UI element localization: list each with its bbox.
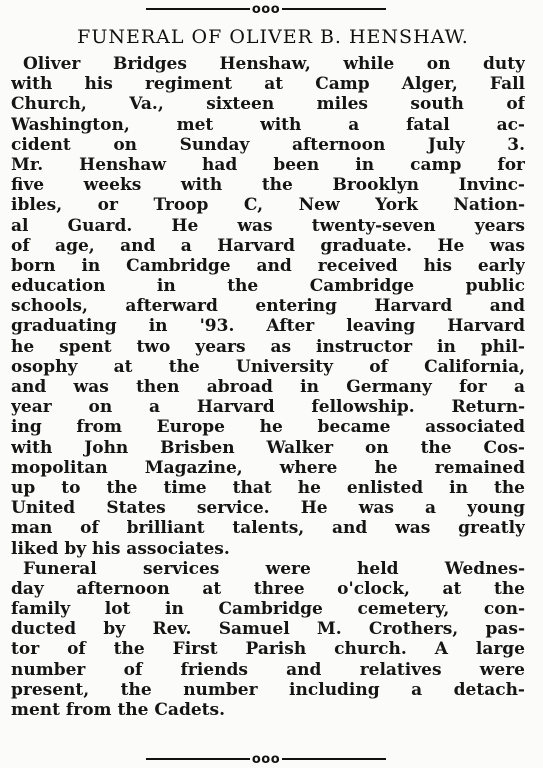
text-line: with his regiment at Camp Alger, Fall: [11, 74, 525, 95]
text-line: ibles, or Troop C, New York Nation-: [11, 195, 525, 216]
text-line: of age, and a Harvard graduate. He was: [11, 235, 525, 256]
text-line: he spent two years as instructor in phil-: [11, 336, 525, 357]
text-line: present, the number including a detach-: [11, 679, 525, 700]
text-line: ment from the Cadets.: [11, 700, 225, 720]
text-line: born in Cambridge and received his early: [11, 255, 525, 276]
text-line: Mr. Henshaw had been in camp for: [11, 154, 525, 175]
text-line: schools, afterward entering Harvard and: [11, 296, 525, 317]
text-line: ducted by Rev. Samuel M. Crothers, pas-: [11, 619, 525, 640]
text-line: with John Brisben Walker on the Cos-: [11, 437, 525, 458]
separator-mark: ooo: [251, 751, 281, 767]
text-line: ing from Europe he became associated: [11, 417, 525, 438]
text-line: up to the time that he enlisted in the: [11, 477, 525, 498]
text-line: Church, Va., sixteen miles south of: [11, 94, 525, 115]
article-body: [11, 54, 525, 720]
text-line: man of brilliant talents, and was greatly: [11, 518, 525, 539]
text-line: education in the Cambridge public: [11, 276, 525, 297]
separator-line: [282, 758, 386, 760]
separator-line: [146, 758, 250, 760]
text-line: Washington, met with a fatal ac-: [11, 114, 525, 135]
text-line: graduating in '93. After leaving Harvard: [11, 316, 525, 337]
separator-mark: ooo: [251, 1, 281, 17]
text-line: osophy at the University of California,: [11, 356, 525, 377]
text-line: number of friends and relatives were: [11, 659, 525, 680]
text-line: tor of the First Parish church. A large: [11, 639, 525, 660]
text-line: Funeral services were held Wednes-: [23, 558, 525, 579]
text-line: day afternoon at three o'clock, at the: [11, 578, 525, 599]
text-line: family lot in Cambridge cemetery, con-: [11, 599, 525, 620]
text-line: United States service. He was a young: [11, 498, 525, 519]
text-line: and was then abroad in Germany for a: [11, 377, 525, 397]
bottom-separator: [146, 752, 386, 766]
text-line: liked by his associates.: [11, 538, 230, 559]
text-line: mopolitan Magazine, where he remained: [11, 457, 525, 478]
separator-line: [146, 8, 250, 10]
text-line: year on a Harvard fellowship. Return-: [11, 397, 525, 418]
text-line: cident on Sunday afternoon July 3.: [11, 134, 525, 155]
text-line: al Guard. He was twenty-seven years: [11, 215, 525, 236]
top-separator: [146, 2, 386, 16]
text-line: Oliver Bridges Henshaw, while on duty: [23, 54, 525, 74]
text-line: five weeks with the Brooklyn Invinc-: [11, 175, 525, 196]
article-headline: FUNERAL OF OLIVER B. HENSHAW.: [77, 26, 469, 48]
separator-line: [282, 8, 386, 10]
